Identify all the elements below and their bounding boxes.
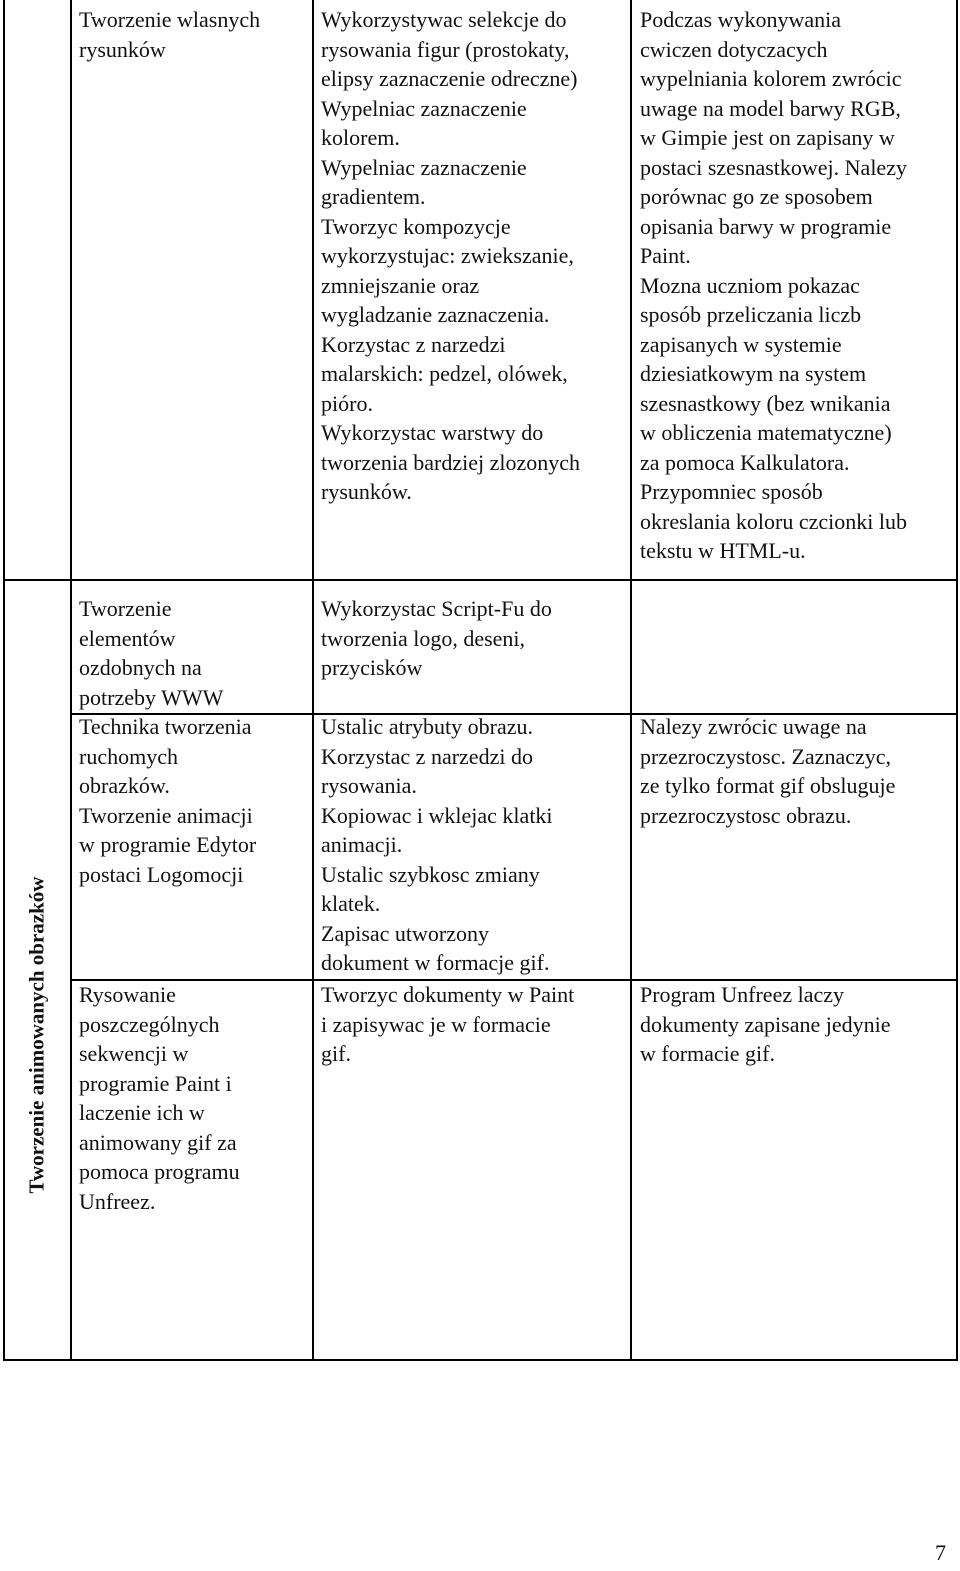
side-label: Tworzenie animowanych obrazków <box>24 876 49 1194</box>
row3-topic: Technika tworzenia ruchomych obrazków. Tworzenie animacji w programie Edytor postaci Logomocji <box>79 714 257 887</box>
row3-skills: Ustalic atrybuty obrazu. Korzystac z narzedzi do rysowania. Kopiowac i wklejac klatki animacji. Ustalic szybkosc zmiany klatek. Zapisac utworzony dokument w formacje gif. <box>321 714 553 975</box>
row4-skills: Tworzyc dokumenty w Paint i zapisywac je w formacie gif. <box>321 982 575 1066</box>
table-border-col1 <box>70 0 72 1361</box>
table-border-left <box>3 0 5 1361</box>
row2-topic: Tworzenie elementów ozdobnych na potrzeby WWW <box>79 596 224 710</box>
row1-notes: Podczas wykonywania cwiczen dotyczacych wypelniania kolorem zwrócic uwage na model barwy RGB, w Gimpie jest on zapisany w postaci szesnastkowej. Nalezy porównac go ze sposobem opisania barwy w programie Paint. Mozna uczniom pokazac sposób przeliczania liczb zapisanych w systemie dziesiatkowym na system szesnastkowy (bez wnikania w obliczenia matematyczne) za pomoca Kalkulatora. Przypomniec sposób okreslania koloru czcionki lub tekstu w HTML-u. <box>640 7 907 563</box>
row4-topic: Rysowanie poszczególnych sekwencji w programie Paint i laczenie ich w animowany gif za pomoca programu Unfreez. <box>79 982 240 1214</box>
row1-skills: Wykorzystywac selekcje do rysowania figur (prostokaty, elipsy zaznaczenie odreczne) Wypelniac zaznaczenie kolorem. Wypelniac zaznaczenie gradientem. Tworzyc kompozycje wykorzystujac: zwiekszanie, zmniejszanie oraz wygladzanie zaznaczenia. Korzystac z narzedzi malarskich: pedzel, olówek, pióro. Wykorzystac warstwy do tworzenia bardziej zlozonych rysunków. <box>321 7 580 504</box>
row1-topic: Tworzenie wlasnych rysunków <box>79 7 261 62</box>
table-border-bottom <box>3 1359 958 1361</box>
row4-notes: Program Unfreez laczy dokumenty zapisane jedynie w formacie gif. <box>640 982 891 1066</box>
row-divider-1 <box>3 579 958 581</box>
table-border-col3 <box>630 0 632 1361</box>
row2-skills: Wykorzystac Script-Fu do tworzenia logo, deseni, przycisków <box>321 596 552 680</box>
page-number: 7 <box>935 1540 946 1565</box>
table-border-right <box>956 0 958 1361</box>
table-border-col2 <box>312 0 314 1361</box>
row3-notes: Nalezy zwrócic uwage na przezroczystosc. Zaznaczyc, ze tylko format gif obsluguje przezroczystosc obrazu. <box>640 714 896 828</box>
